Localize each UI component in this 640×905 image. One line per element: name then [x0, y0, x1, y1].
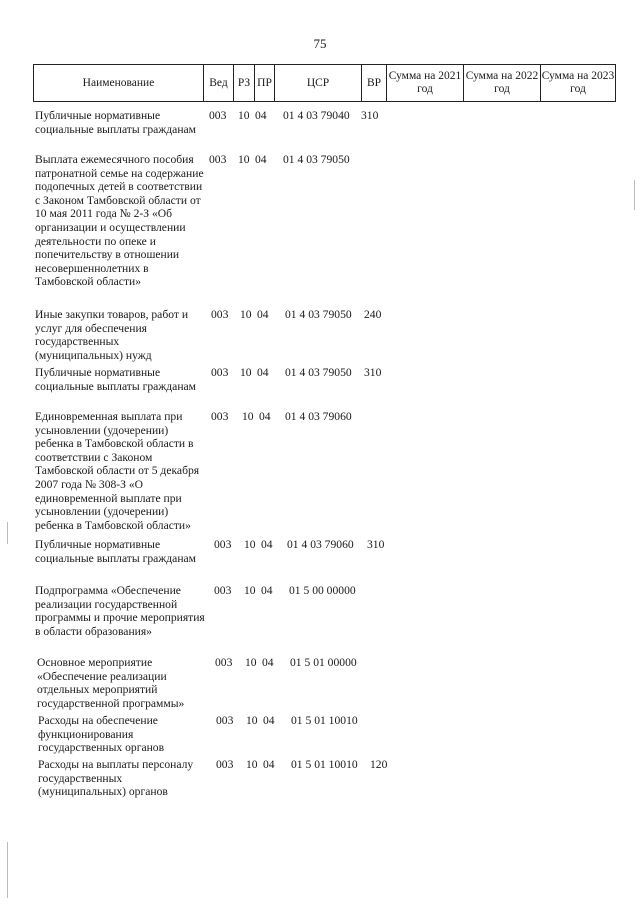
row-csr: 01 5 01 10010	[291, 758, 358, 771]
scan-edge-mark	[7, 842, 8, 898]
row-rz: 10	[246, 758, 258, 771]
row-vr: 310	[364, 366, 382, 379]
row-ved: 003	[215, 656, 233, 669]
row-rz: 10	[245, 656, 257, 669]
row-csr: 01 4 03 79060	[287, 538, 354, 551]
row-csr: 01 4 03 79050	[285, 366, 352, 379]
row-csr: 01 4 03 79050	[285, 308, 352, 321]
header-name: Наименование	[33, 65, 203, 101]
row-rz: 10	[246, 714, 258, 727]
row-name: Выплата ежемесячного пособия патронатной семье на содержание подопечных детей в соответствии с Законом Тамбовской области от 10 мая 2011 года № 2-З «Об организации и осуществлении деятельности по опеке и попечительству в отношении несовершеннолетних в Тамбовской области»	[35, 153, 204, 289]
row-ved: 003	[211, 410, 229, 423]
row-rz: 10	[240, 366, 252, 379]
row-vr: 120	[370, 758, 388, 771]
row-ved: 003	[211, 308, 229, 321]
row-ved: 003	[211, 366, 229, 379]
row-vr: 310	[367, 538, 385, 551]
row-csr: 01 5 01 10010	[291, 714, 358, 727]
row-ved: 003	[214, 584, 232, 597]
header-rz: РЗ	[233, 65, 254, 101]
row-rz: 10	[242, 410, 254, 423]
page-number: 75	[313, 36, 327, 51]
row-ved: 003	[216, 714, 234, 727]
header-csr: ЦСР	[274, 65, 361, 101]
scan-edge-mark	[634, 180, 635, 210]
table-header	[33, 64, 616, 102]
row-rz: 10	[244, 538, 256, 551]
header-pr: ПР	[254, 65, 274, 101]
row-ved: 003	[214, 538, 232, 551]
row-pr: 04	[255, 153, 267, 166]
header-sum-2022: Сумма на 2022 год	[463, 65, 540, 101]
row-name: Публичные нормативные социальные выплаты гражданам	[35, 366, 197, 393]
row-pr: 04	[263, 714, 275, 727]
row-pr: 04	[257, 366, 269, 379]
row-vr: 310	[361, 109, 379, 122]
row-name: Публичные нормативные социальные выплаты гражданам	[35, 538, 197, 565]
row-pr: 04	[263, 758, 275, 771]
row-rz: 10	[240, 308, 252, 321]
row-ved: 003	[216, 758, 234, 771]
row-name: Подпрограмма «Обеспечение реализации государственной программы и прочие мероприятия в области образования»	[35, 584, 205, 638]
row-ved: 003	[209, 153, 227, 166]
row-name: Расходы на обеспечение функционирования государственных органов	[38, 714, 165, 755]
header-ved: Вед	[203, 65, 233, 101]
row-rz: 10	[238, 153, 250, 166]
row-csr: 01 4 03 79060	[285, 410, 352, 423]
row-rz: 10	[244, 584, 256, 597]
row-pr: 04	[261, 584, 273, 597]
row-csr: 01 5 01 00000	[290, 656, 357, 669]
row-name: Публичные нормативные социальные выплаты гражданам	[35, 109, 197, 136]
row-name: Основное мероприятие «Обеспечение реализации отдельных мероприятий государственной программы»	[37, 656, 185, 710]
row-pr: 04	[262, 656, 274, 669]
row-name: Расходы на выплаты персоналу государственных (муниципальных) органов	[38, 758, 194, 799]
header-sum-2021: Сумма на 2021 год	[386, 65, 463, 101]
row-csr: 01 5 00 00000	[289, 584, 356, 597]
row-pr: 04	[259, 410, 271, 423]
scan-edge-mark	[7, 522, 8, 544]
row-pr: 04	[255, 109, 267, 122]
header-vr: ВР	[361, 65, 386, 101]
row-pr: 04	[257, 308, 269, 321]
row-csr: 01 4 03 79040	[283, 109, 350, 122]
row-name: Иные закупки товаров, работ и услуг для обеспечения государственных (муниципальных) нужд	[35, 308, 189, 362]
row-csr: 01 4 03 79050	[283, 153, 350, 166]
row-name: Единовременная выплата при усыновлении (удочерении) ребенка в Тамбовской области в соответствии с Законом Тамбовской области от 5 декабря 2007 года № 308-З «О единовременной выплате при усыновлении (удочерении) ребенка в Тамбовской области»	[35, 410, 200, 532]
header-sum-2023: Сумма на 2023 год	[540, 65, 616, 101]
row-pr: 04	[261, 538, 273, 551]
row-ved: 003	[209, 109, 227, 122]
row-rz: 10	[238, 109, 250, 122]
row-vr: 240	[364, 308, 382, 321]
